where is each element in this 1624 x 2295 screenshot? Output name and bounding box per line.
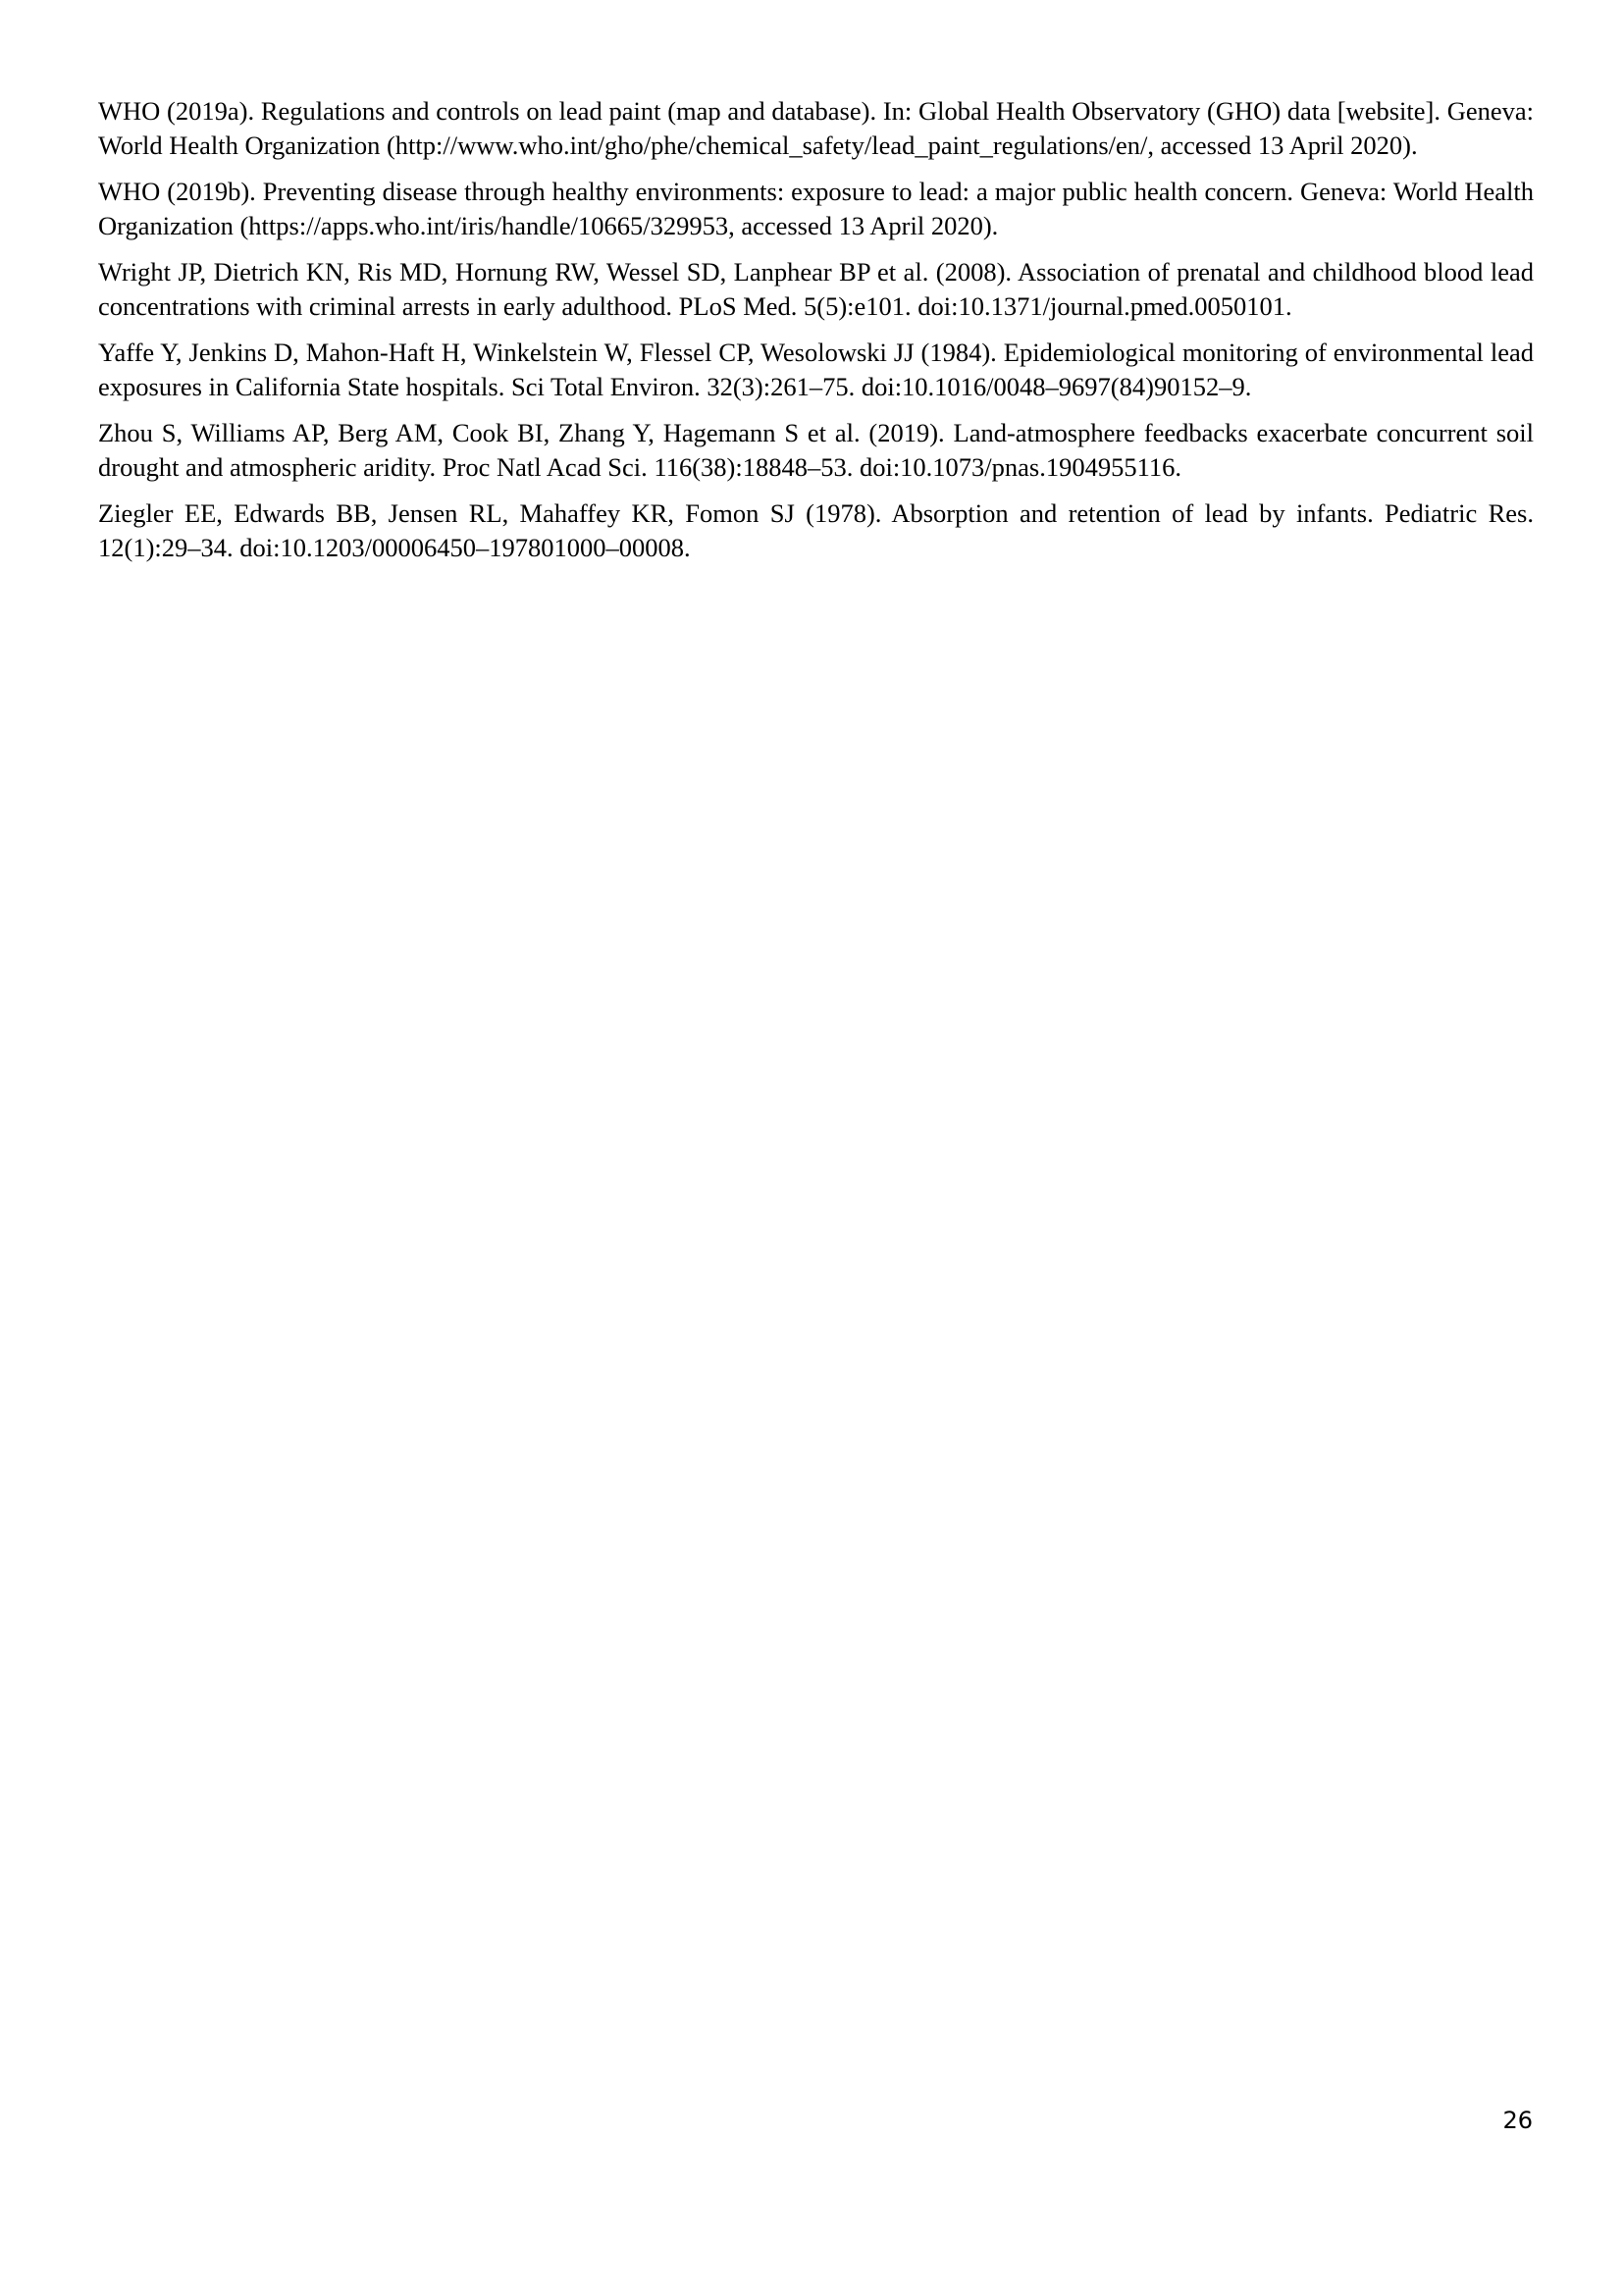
reference-ziegler-1978: Ziegler EE, Edwards BB, Jensen RL, Mahaffey KR, Fomon SJ (1978). Absorption and retention of lead by infants. Pediatric Res. 12(1):29–34. doi:10.1203/00006450–197801000–00008. [98,498,1534,562]
reference-list [98,94,1534,577]
reference-who-2019b: WHO (2019b). Preventing disease through healthy environments: exposure to lead: a major public health concern. Geneva: World Health Organization (https://apps.who.int/iris/handle/10665/329953, accessed 13 April 2020). [98,177,1534,240]
reference-who-2019a: WHO (2019a). Regulations and controls on lead paint (map and database). In: Global Health Observatory (GHO) data [website]. Geneva: World Health Organization (http://www.who.int/gho/phe/chemical_safety/lead_paint_regulations/en/, accessed 13 April 2020). [98,96,1534,160]
reference-wright-2008: Wright JP, Dietrich KN, Ris MD, Hornung RW, Wessel SD, Lanphear BP et al. (2008). Association of prenatal and childhood blood lead concentrations with criminal arrests in early adulthood. PLoS Med. 5(5):e101. doi:10.1371/journal.pmed.0050101. [98,257,1534,321]
page-number: 26 [1502,2107,1533,2134]
reference-yaffe-1984: Yaffe Y, Jenkins D, Mahon-Haft H, Winkelstein W, Flessel CP, Wesolowski JJ (1984). Epidemiological monitoring of environmental lead exposures in California State hospitals. Sci Total Environ. 32(3):261–75. doi:10.1016/0048–9697(84)90152–9. [98,338,1534,401]
reference-zhou-2019: Zhou S, Williams AP, Berg AM, Cook BI, Zhang Y, Hagemann S et al. (2019). Land-atmosphere feedbacks exacerbate concurrent soil drought and atmospheric aridity. Proc Natl Acad Sci. 116(38):18848–53. doi:10.1073/pnas.1904955116. [98,418,1534,482]
